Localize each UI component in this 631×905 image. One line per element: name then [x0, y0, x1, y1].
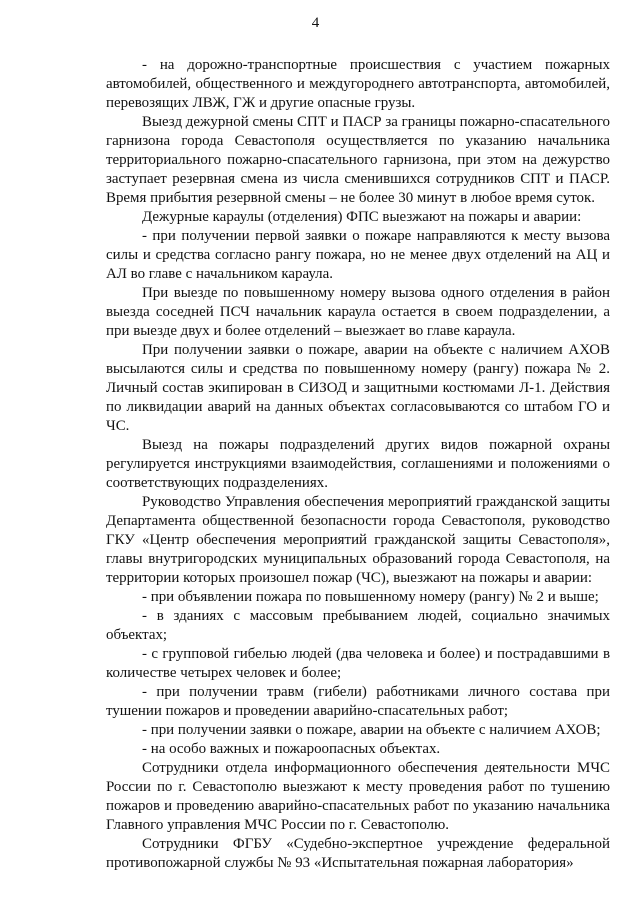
paragraph: Сотрудники ФГБУ «Судебно-экспертное учреждение федеральной противопожарной службы № 93 «Испытательная пожарная лаборатория»: [106, 836, 610, 871]
paragraph: Дежурные караулы (отделения) ФПС выезжают на пожары и аварии:: [142, 209, 582, 225]
paragraph: При получении заявки о пожаре, аварии на объекте с наличием АХОВ высылаются силы и средства по повышенному номеру (рангу) пожара № 2. Личный состав экипирован в СИЗОД и защитными костюмами Л-1. Действия по ликвидации аварий на данных объектах согласовываются со штабом ГО и ЧС.: [106, 342, 610, 434]
paragraph: Выезд на пожары подразделений других видов пожарной охраны регулируется инструкциями взаимодействия, соглашениями и положениями о соответствующих подразделениях.: [106, 437, 610, 491]
list-item: - при получении первой заявки о пожаре направляются к месту вызова силы и средства согласно рангу пожара, но не менее двух отделений на АЦ и АЛ во главе с начальником караула.: [106, 228, 610, 282]
list-item: - на особо важных и пожароопасных объектах.: [142, 741, 441, 757]
list-item: - при объявлении пожара по повышенному номеру (рангу) № 2 и выше;: [142, 589, 599, 605]
list-item: - при получении заявки о пожаре, аварии на объекте с наличием АХОВ;: [142, 722, 601, 738]
list-item: - при получении травм (гибели) работниками личного состава при тушении пожаров и проведении аварийно-спасательных работ;: [106, 684, 610, 719]
page-number: 4: [311, 15, 320, 31]
paragraph: Руководство Управления обеспечения мероприятий гражданской защиты Департамента общественной безопасности города Севастополя, руководство ГКУ «Центр обеспечения мероприятий гражданской защиты Севастополя», главы внутригородских муниципальных образований города Севастополя, на территории которых произошел пожар (ЧС), выезжают на пожары и аварии:: [106, 494, 610, 586]
list-item: - с групповой гибелью людей (два человека и более) и пострадавшими в количестве четырех человек и более;: [106, 646, 610, 681]
paragraph: Сотрудники отдела информационного обеспечения деятельности МЧС России по г. Севастополю выезжают к месту проведения работ по тушению пожаров и проведению аварийно-спасательных работ по указанию начальника Главного управления МЧС России по г. Севастополю.: [106, 760, 610, 833]
list-item: - на дорожно-транспортные происшествия с участием пожарных автомобилей, общественного и междугороднего автотранспорта, автомобилей, перевозящих ЛВЖ, ГЖ и другие опасные грузы.: [106, 57, 610, 111]
list-item: - в зданиях с массовым пребыванием людей, социально значимых объектах;: [106, 608, 610, 643]
paragraph: Выезд дежурной смены СПТ и ПАСР за границы пожарно-спасательного гарнизона города Севастополя осуществляется по указанию начальника территориального пожарно-спасательного гарнизона, при этом на дежурство заступает резервная смена из числа сменившихся сотрудников СПТ и ПАСР. Время прибытия резервной смены – не более 30 минут в любое время суток.: [106, 114, 610, 206]
document-body: [106, 56, 610, 873]
paragraph: При выезде по повышенному номеру вызова одного отделения в район выезда соседней ПСЧ начальник караула остается в своем подразделении, а при выезде двух и более отделений – выезжает во главе караула.: [106, 285, 610, 339]
